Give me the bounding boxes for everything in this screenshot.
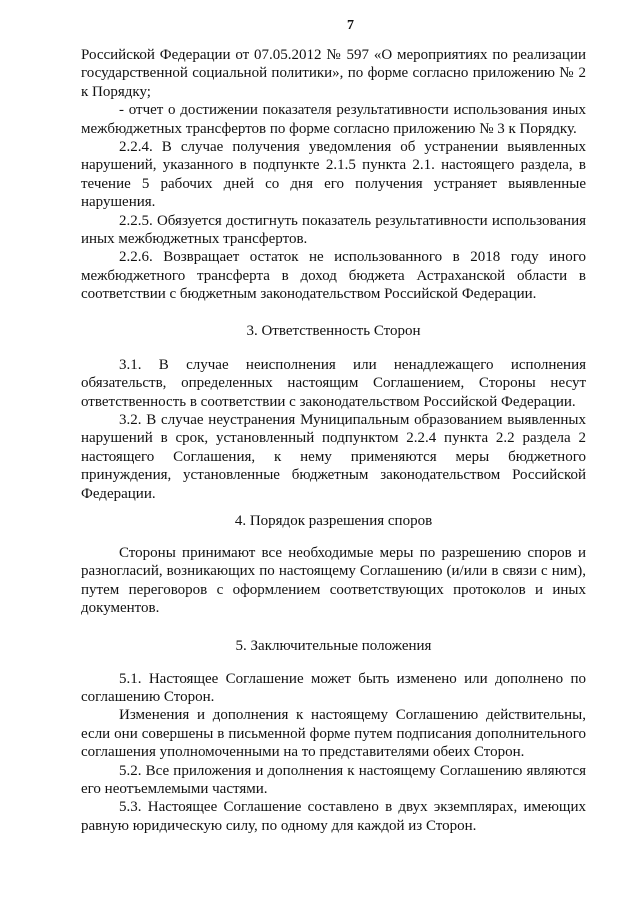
page-number: 7 — [347, 18, 354, 33]
paragraph-5-1-changes: Изменения и дополнения к настоящему Соглашению действительны, если они совершены в письменной форме путем подписания дополнительного соглашения уполномоченными на то представителями обеих Сторон. — [81, 707, 586, 761]
paragraph-5-1: 5.1. Настоящее Соглашение может быть изменено или дополнено по соглашению Сторон. — [81, 670, 586, 705]
paragraph-4-1: Стороны принимают все необходимые меры по разрешению споров и разногласий, возникающих по настоящему Соглашению (и/или в связи с ним), путем переговоров с оформлением соответствующих протоколов и иных документов. — [81, 544, 586, 617]
paragraph-continuation: Российской Федерации от 07.05.2012 № 597 «О мероприятиях по реализации государственной социальной политики», по форме согласно приложению № 2 к Порядку; — [81, 47, 586, 100]
paragraph-2-2-6: 2.2.6. Возвращает остаток не использованного в 2018 году иного межбюджетного трансферта в доход бюджета Астраханской области в соответствии с бюджетным законодательством Российской Федерации. — [81, 249, 586, 303]
paragraph-5-2: 5.2. Все приложения и дополнения к настоящему Соглашению являются его неотъемлемыми частями. — [81, 762, 586, 797]
section-4-title: 4. Порядок разрешения споров — [234, 512, 433, 529]
paragraph-3-1: 3.1. В случае неисполнения или ненадлежащего исполнения обязательств, определенных настоящим Соглашением, Стороны несут ответственность в соответствии с законодательством Российской Федерации. — [81, 356, 586, 410]
section-3-title: 3. Ответственность Сторон — [246, 322, 421, 339]
paragraph-2-2-5: 2.2.5. Обязуется достигнуть показатель результативности использования иных межбюджетных трансфертов. — [81, 212, 586, 248]
paragraph-5-3: 5.3. Настоящее Соглашение составлено в двух экземплярах, имеющих равную юридическую силу, по одному для каждой из Сторон. — [81, 799, 586, 834]
section-5-title: 5. Заключительные положения — [235, 637, 432, 654]
paragraph-2-2-4: 2.2.4. В случае получения уведомления об устранении выявленных нарушений, указанного в подпункте 2.1.5 пункта 2.1. настоящего раздела, в течение 5 рабочих дней со дня его получения устраняет выявленные нарушения. — [81, 139, 586, 211]
paragraph-report-item: - отчет о достижении показателя результативности использования иных межбюджетных трансфертов по форме согласно приложению № 3 к Порядку. — [81, 102, 586, 137]
paragraph-3-2: 3.2. В случае неустранения Муниципальным образованием выявленных нарушений в срок, установленный подпунктом 2.2.4 пункта 2.2 раздела 2 настоящего Соглашения, к нему применяются меры бюджетного принуждения, установленные бюджетным законодательством Российской Федерации. — [81, 411, 586, 502]
